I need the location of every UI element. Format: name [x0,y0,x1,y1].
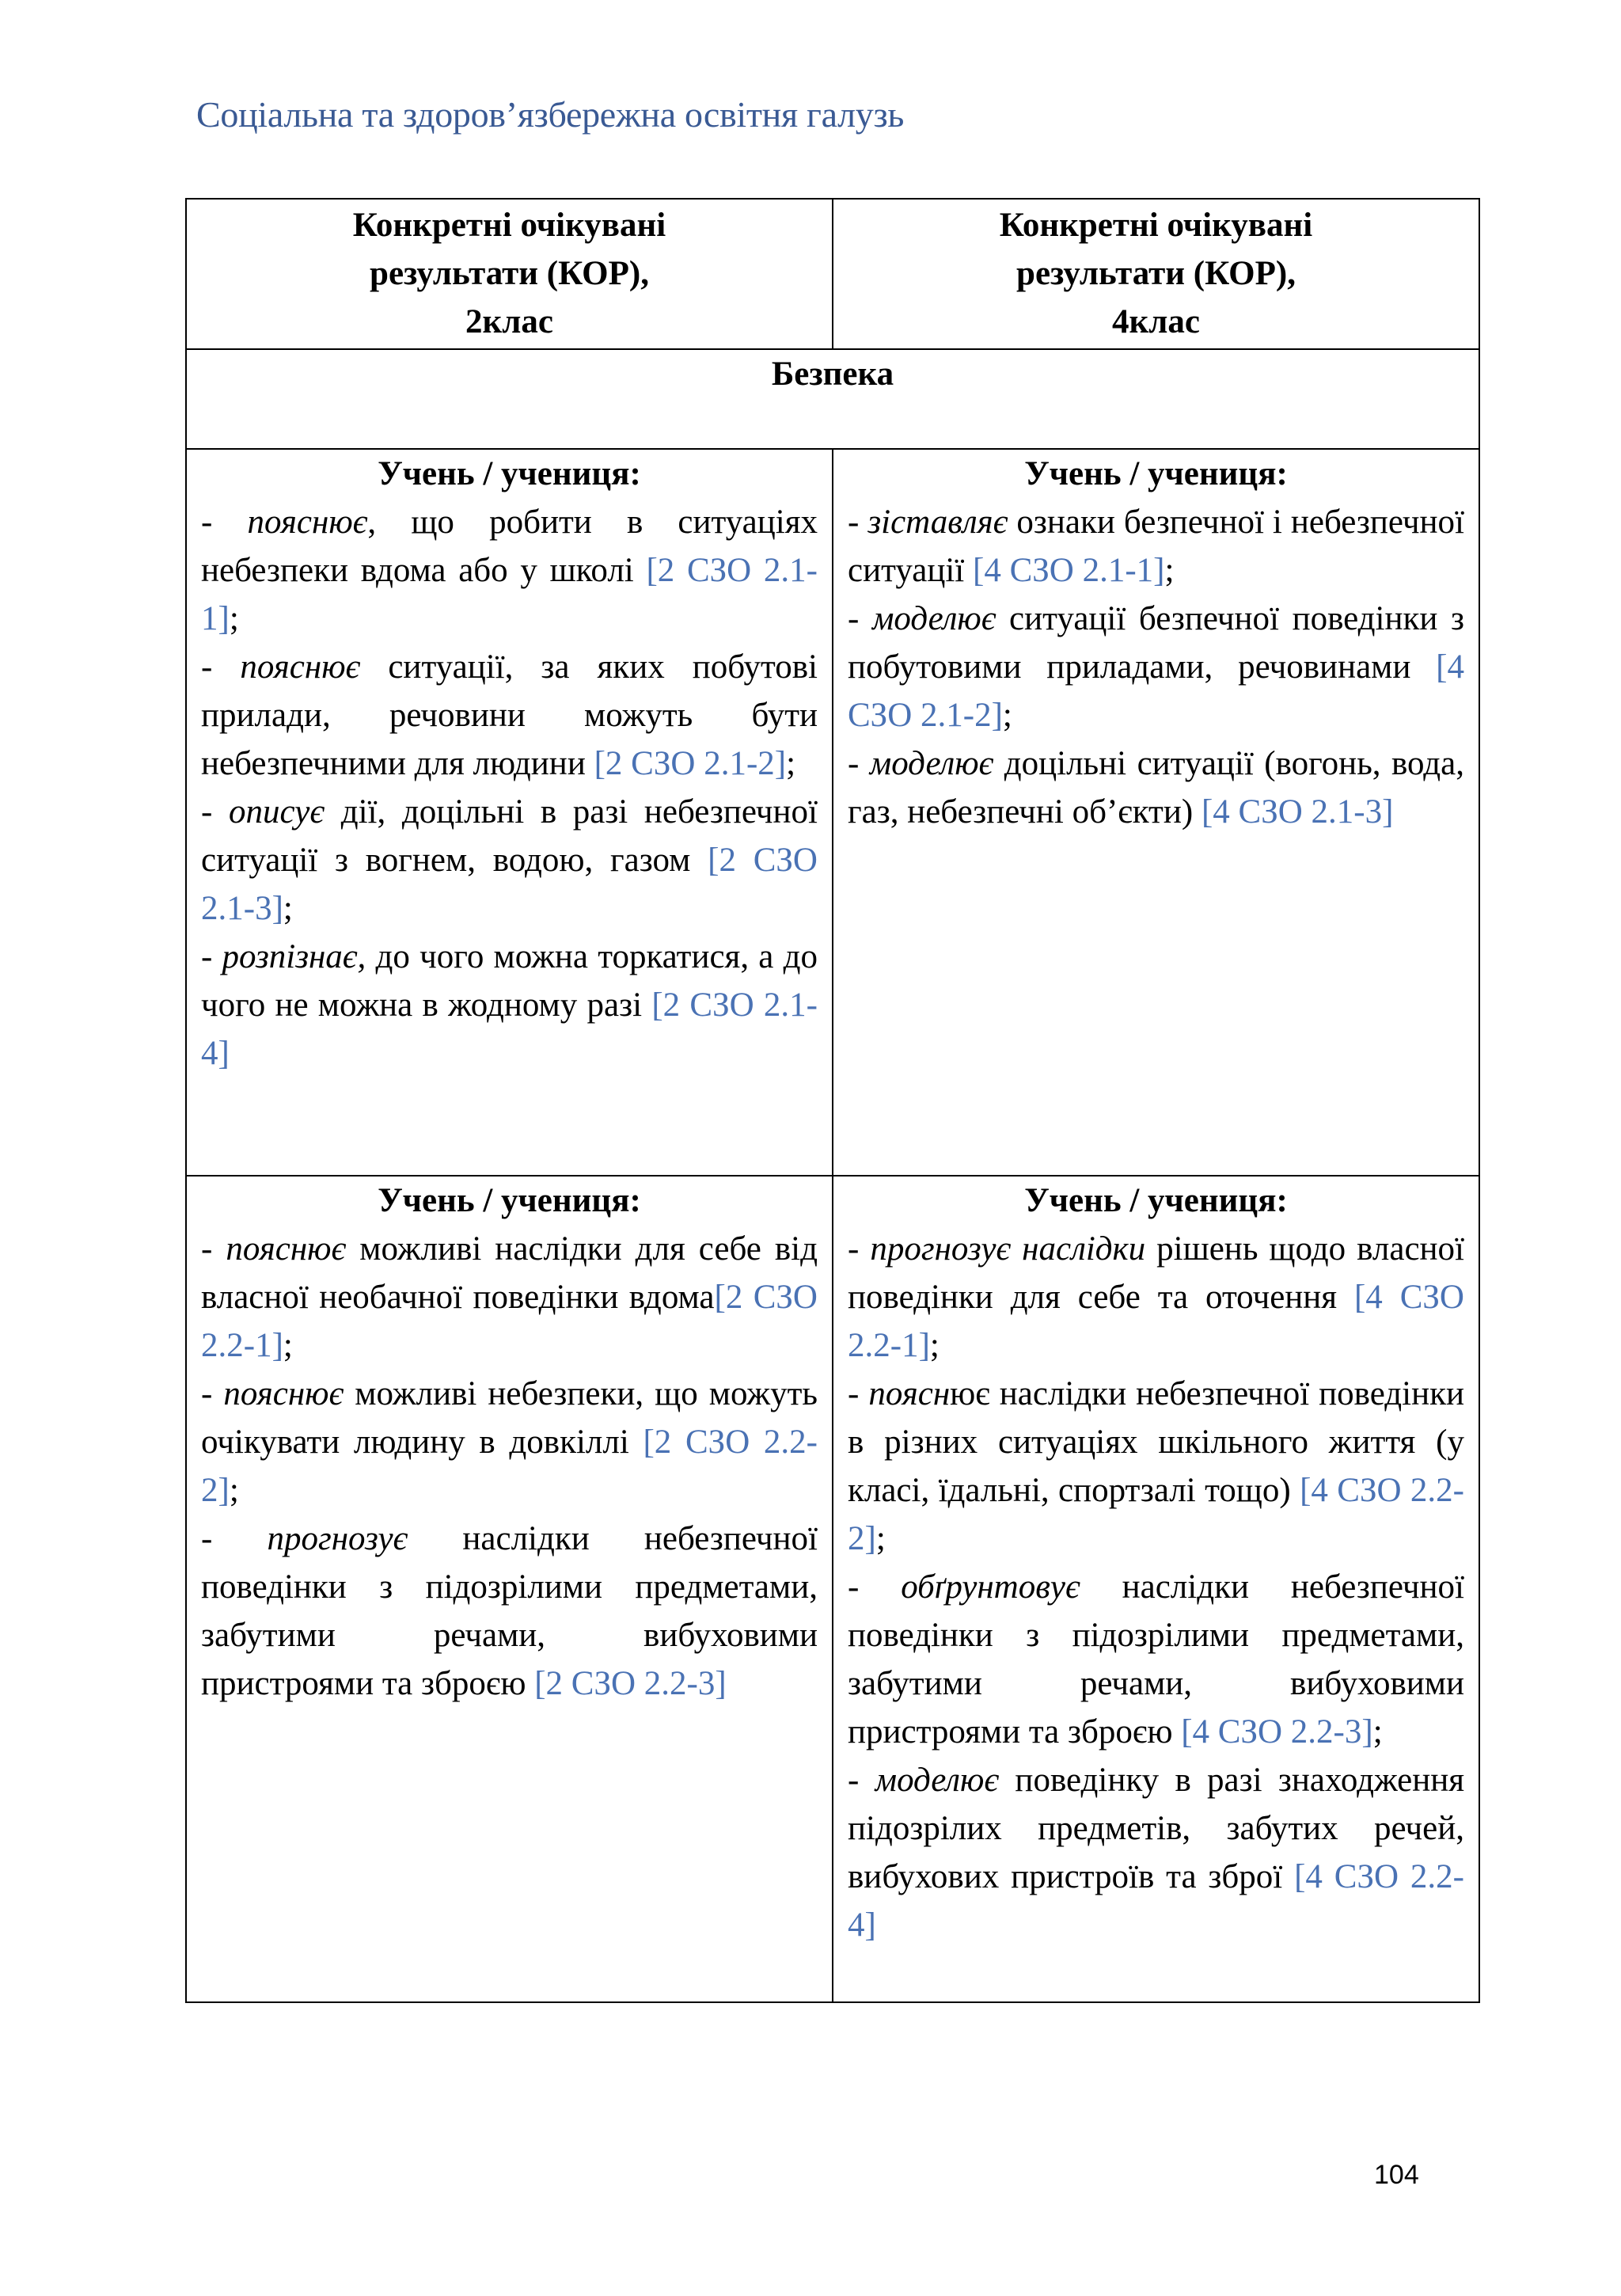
pupil-label: Учень / учениця: [378,1182,641,1219]
pupil-label: Учень / учениця: [1024,1182,1288,1219]
list-item [201,788,818,933]
table-row [186,1176,1479,2002]
item-verb: моделює [871,600,997,637]
item-ref: [2 СЗО 2.1-3] [201,842,818,927]
item-dash: - [848,600,872,637]
item-text: наслідки небезпечної поведінки з підозрілими предметами, забутими речами, вибуховими пристроями та зброєю [201,1520,818,1702]
item-dash: - [848,1375,869,1412]
item-dash: - [201,1520,268,1557]
item-end: ; [229,1472,239,1509]
list-item [848,1225,1464,1370]
list-item [201,1515,818,1708]
header-cell-grade2 [186,199,833,349]
item-ref: [4 СЗО 2.1-2] [848,648,1464,734]
table-cell-grade2 [186,449,833,1176]
item-verb: розпізнає, [222,938,366,975]
table-row [186,449,1479,1176]
item-dash: - [848,1568,902,1606]
section-row [186,349,1479,449]
item-end: ; [786,745,796,782]
item-end: ; [1372,1713,1383,1751]
header-line: 4клас [1112,303,1200,340]
item-text: наслідки небезпечної поведінки з підозрілими предметами, забутими речами, вибуховими пристроями та зброєю [848,1568,1464,1751]
item-dash: - [201,938,222,975]
item-text: дії, доцільні в разі небезпечної ситуації з вогнем, водою, газом [201,793,818,879]
pupil-label: Учень / учениця: [1024,455,1288,492]
item-text: ситуації, за яких побутові прилади, речовини можуть бути небезпечними для людини [201,648,818,782]
item-end: ; [283,1327,293,1364]
item-ref: [4 СЗО 2.2-1] [848,1279,1464,1364]
item-ref: [2 СЗО 2.1-2] [594,745,787,782]
header-line: Конкретні очікувані [999,207,1313,244]
item-dash: - [201,1230,226,1268]
item-text: до чого можна торкатися, а до чого не можна в жодному разі [201,938,818,1024]
list-item [201,643,818,788]
item-dash: - [848,504,868,541]
item-end: ; [229,600,239,637]
list-item [848,1563,1464,1756]
item-verb: пояснює [240,648,361,686]
item-text: можливі наслідки для себе від власної необачної поведінки вдома [201,1230,818,1316]
header-line: 2клас [465,303,553,340]
section-title: Безпека [186,349,1479,449]
item-ref: [4 СЗО 2.2-4] [848,1858,1464,1944]
kor-table [185,198,1480,2003]
list-item [201,498,818,643]
item-dash: - [201,793,229,831]
item-verb: прогнозує [267,1520,408,1557]
list-item [201,1370,818,1515]
item-end: ; [875,1520,886,1557]
item-ref: [4 СЗО 2.2-2] [848,1472,1465,1557]
item-ref: [4 СЗО 2.1-3] [1201,793,1394,831]
item-text: поведінку в разі знаходження підозрілих предметів, забутих речей, вибухових пристроїв та зброї [848,1762,1464,1895]
item-dash: - [848,745,870,782]
item-verb: моделює [875,1762,1000,1799]
item-verb: описує [228,793,325,831]
item-ref: [2 СЗО 2.2-2] [201,1424,818,1509]
list-item [848,1370,1464,1563]
item-text: ознаки безпечної і небезпечної ситуації [848,504,1464,589]
item-verb: пояснює [247,504,368,541]
item-end: ; [1002,697,1012,734]
pupil-label: Учень / учениця: [378,455,641,492]
item-ref: [2 СЗО 2.2-1] [201,1279,818,1364]
item-text: рішень щодо власної поведінки для себе та оточення [848,1230,1465,1316]
item-text: ситуації безпечної поведінки з побутовими приладами, речовинами [848,600,1464,686]
item-verb: зіставляє [867,504,1008,541]
table-header-row [186,199,1479,349]
item-dash: - [201,648,241,686]
item-dash: - [201,1375,224,1412]
item-verb: прогнозує наслідки [870,1230,1146,1268]
item-end: ; [1164,552,1175,589]
header-cell-grade4 [833,199,1479,349]
list-item [201,933,818,1078]
item-text: доцільні ситуації (вогонь, вода, газ, небезпечні об’єкти) [848,745,1465,831]
item-end: ; [283,890,293,927]
list-item [848,1756,1464,1949]
item-verb: пояснює [226,1230,347,1268]
item-verb: обґрунтовує [901,1568,1080,1606]
item-dash: - [848,1762,875,1799]
item-end: ; [929,1327,940,1364]
page-number: 104 [1374,2160,1419,2190]
table-cell-grade2 [186,1176,833,2002]
table-cell-grade4 [833,449,1479,1176]
list-item [848,498,1464,595]
item-text: можливі небезпеки, що можуть очікувати людину в довкіллі [201,1375,818,1461]
list-item [201,1225,818,1370]
header-line: результати (КОР), [1016,255,1296,292]
item-verb: пояснює [223,1375,344,1412]
item-ref: [2 СЗО 2.2-3] [534,1665,727,1702]
item-ref: [2 СЗО 2.1-1] [201,552,818,637]
item-dash: - [848,1230,871,1268]
item-ref: [4 СЗО 2.2-3] [1181,1713,1373,1751]
item-ref: [2 СЗО 2.1-4] [201,986,818,1072]
header-line: Конкретні очікувані [352,207,666,244]
item-text: , що робити в ситуаціях небезпеки вдома або у школі [201,504,818,589]
item-verb: моделює [869,745,994,782]
item-verb: поясн [868,1375,951,1412]
list-item [848,595,1464,739]
header-line: результати (КОР), [370,255,649,292]
item-dash: - [201,504,248,541]
item-text: ює наслідки небезпечної поведінки в різних ситуаціях шкільного життя (у класі, їдальні, спортзалі тощо) [848,1375,1464,1509]
list-item [848,739,1464,836]
table-cell-grade4 [833,1176,1479,2002]
item-ref: [4 СЗО 2.1-1] [973,552,1165,589]
section-header-title: Соціальна та здоров’язбережна освітня галузь [196,94,905,135]
